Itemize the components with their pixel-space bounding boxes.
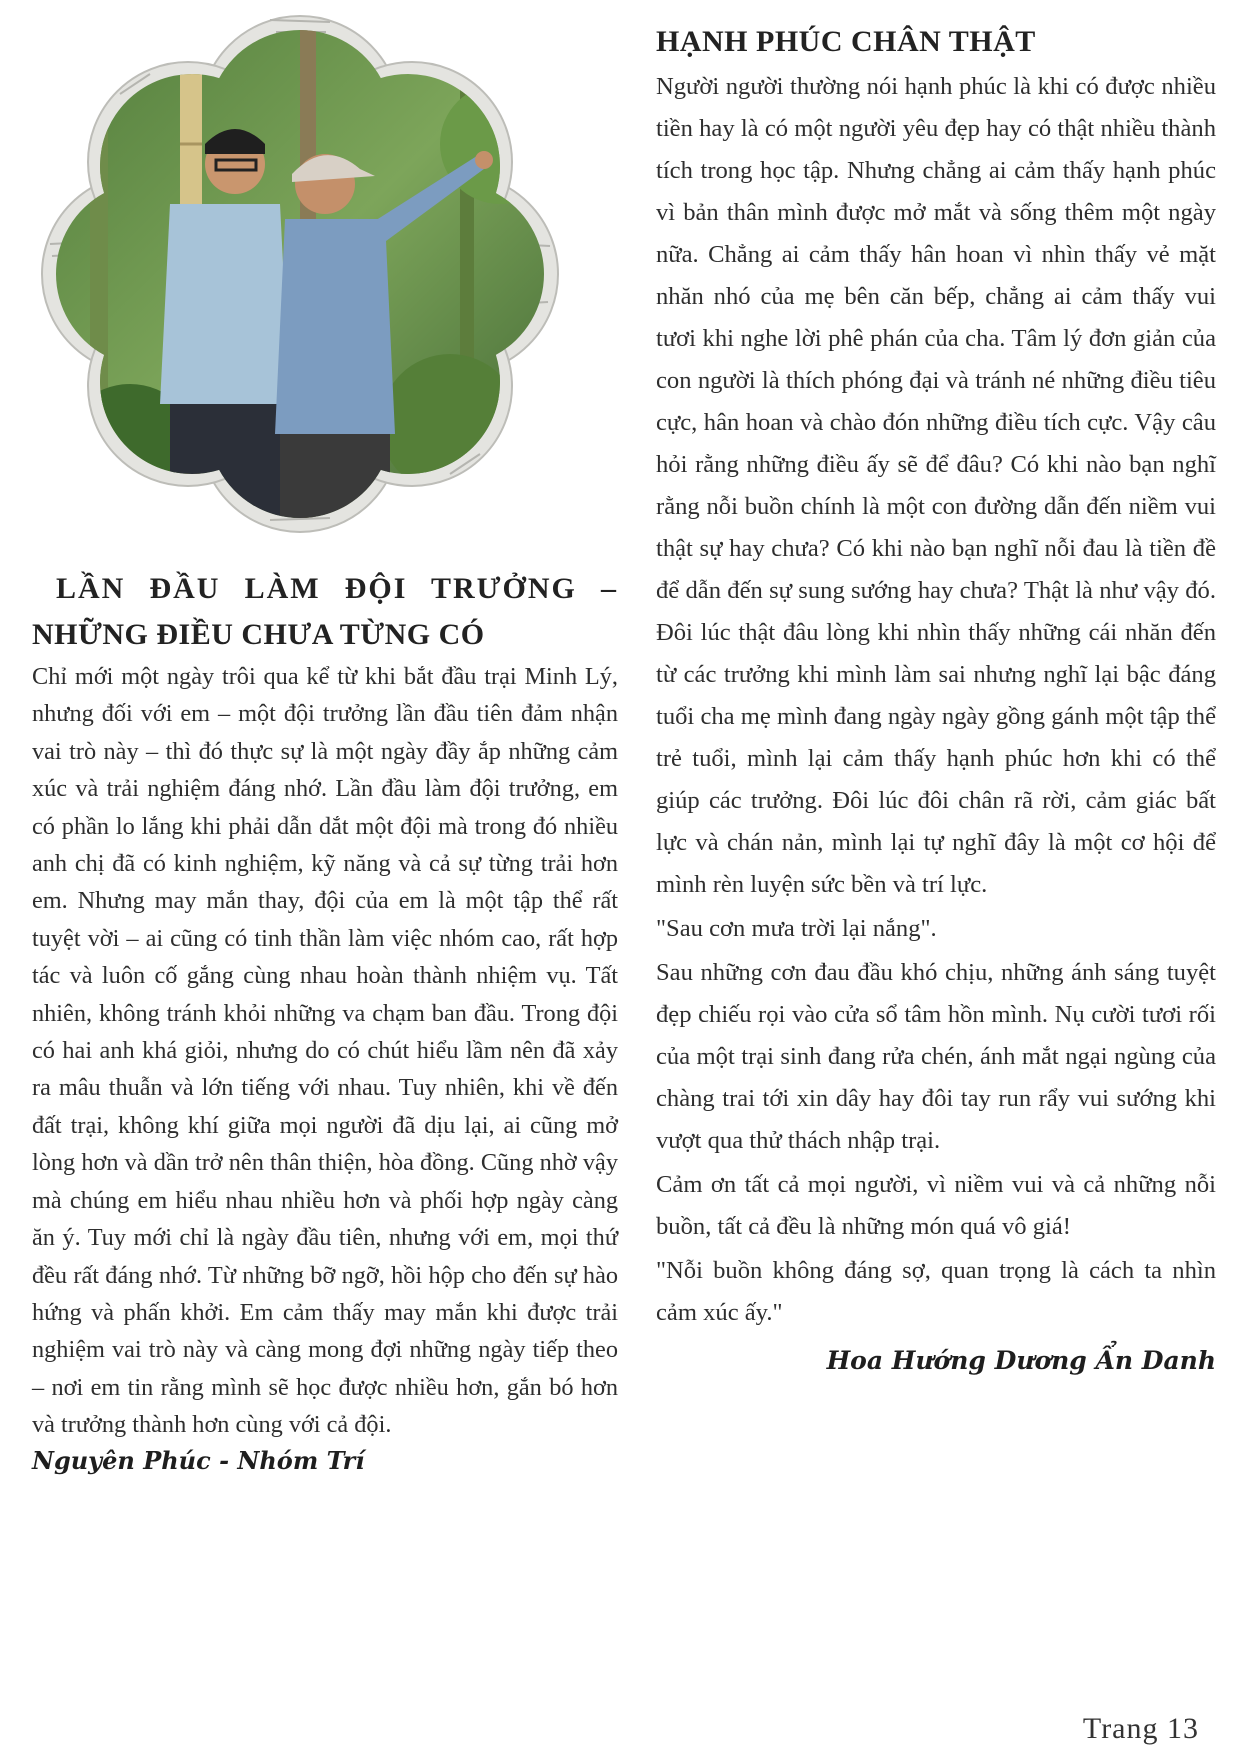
left-article-title bbox=[32, 566, 618, 658]
left-article-author: Nguyên Phúc - Nhóm Trí bbox=[32, 1445, 365, 1475]
flower-shaped-photo bbox=[30, 4, 570, 544]
right-article-paragraph: Cảm ơn tất cả mọi người, vì niềm vui và cả những nỗi buồn, tất cả đều là những món quá vô giá! bbox=[656, 1171, 1216, 1240]
right-article-quote: "Nỗi buồn không đáng sợ, quan trọng là cách ta nhìn cảm xúc ấy." bbox=[656, 1257, 1216, 1326]
right-article-paragraph: Sau những cơn đau đầu khó chịu, những ánh sáng tuyệt đẹp chiếu rọi vào cửa sổ tâm hồn mình. Nụ cười tươi rối của một trại sinh đang rửa chén, ánh mắt ngại ngùng của chàng trai tới xin dây hay đôi tay run rẩy vui sướng khi vượt qua thử thách nhập trại. bbox=[656, 959, 1216, 1154]
right-article-paragraph: Người người thường nói hạnh phúc là khi có được nhiều tiền hay là có một người yêu đẹp hay có thật nhiều thành tích trong học tập. Nhưng chẳng ai cảm thấy hạnh phúc vì bản thân mình được mở mắt và sống thêm một ngày nữa. Chẳng ai cảm thấy hân hoan vì nhìn thấy vẻ mặt nhăn nhó của mẹ bên căn bếp, chẳng ai cảm thấy vui tươi khi nghe lời phê phán của cha. Tâm lý đơn giản của con người là thích phóng đại và tránh né những điều tiêu cực, hân hoan và chào đón những điều tích cực. Vậy câu hỏi rằng những điều ấy sẽ để đâu? Có khi nào bạn nghĩ rằng nỗi buồn chính là một con đường dẫn đến niềm vui thật sự hay chưa? Có khi nào bạn nghĩ nỗi đau là tiền đề để dẫn đến sự sung sướng hay chưa? Thật là như vậy đó. Đôi lúc thật đâu lòng khi nhìn thấy những cái nhăn đến từ các trưởng khi mình làm sai nhưng nghĩ lại bậc đáng tuổi cha mẹ mình đang ngày ngày gồng gánh một tập thể trẻ tuổi, mình lại cảm thấy hạnh phúc hơn khi có thể giúp các trưởng. Đôi lúc đôi chân rã rời, cảm giác bất lực và chán nản, mình lại tự nghĩ đây là một cơ hội để mình rèn luyện sức bền và trí lực. bbox=[656, 73, 1216, 898]
left-article bbox=[32, 566, 618, 1475]
right-article-author: Hoa Hướng Dương Ẩn Danh bbox=[826, 1346, 1216, 1375]
page-number: Trang 13 bbox=[1082, 1712, 1199, 1745]
left-article-title-line1: LẦN ĐẦU LÀM ĐỘI TRƯỞNG – bbox=[56, 572, 618, 605]
right-article-quote: "Sau cơn mưa trời lại nắng". bbox=[656, 915, 937, 942]
right-article bbox=[656, 20, 1216, 1375]
left-article-body: Chỉ mới một ngày trôi qua kể từ khi bắt đầu trại Minh Lý, nhưng đối với em – một đội trưởng lần đầu tiên đảm nhận vai trò này – thì đó thực sự là một ngày đầy ắp những cảm xúc và trải nghiệm đáng nhớ. Lần đầu làm đội trưởng, em có phần lo lắng khi phải dẫn dắt một đội mà trong đó nhiều anh chị đã có kinh nghiệm, kỹ năng và cả sự từng trải hơn em. Nhưng may mắn thay, đội của em là một tập thể rất tuyệt vời – ai cũng có tinh thần làm việc nhóm cao, rất hợp tác và luôn cố gắng cùng nhau hoàn thành nhiệm vụ. Tất nhiên, không tránh khỏi những va chạm ban đầu. Trong đội có hai anh khá giỏi, nhưng do có chút hiểu lầm nên đã xảy ra mâu thuẫn và lớn tiếng với nhau. Tuy nhiên, khi về đến đất trại, không khí giữa mọi người đã dịu lại, ai cũng mở lòng hơn và dần trở nên thân thiện, hòa đồng. Cũng nhờ vậy mà chúng em hiểu nhau nhiều hơn và phối hợp ngày càng ăn ý. Tuy mới chỉ là ngày đầu tiên, nhưng với em, mọi thứ đều rất đáng nhớ. Từ những bỡ ngỡ, hồi hộp cho đến sự hào hứng và phấn khởi. Em cảm thấy may mắn khi được trải nghiệm vai trò này và càng mong đợi những ngày tiếp theo – nơi em tin rằng mình sẽ học được nhiều hơn, gắn bó hơn và trưởng thành hơn cùng với cả đội. bbox=[32, 663, 618, 1439]
left-article-title-line2: NHỮNG ĐIỀU CHƯA TỪNG CÓ bbox=[32, 618, 485, 651]
photo-illustration bbox=[30, 4, 570, 544]
right-article-title: HẠNH PHÚC CHÂN THẬT bbox=[656, 25, 1036, 58]
